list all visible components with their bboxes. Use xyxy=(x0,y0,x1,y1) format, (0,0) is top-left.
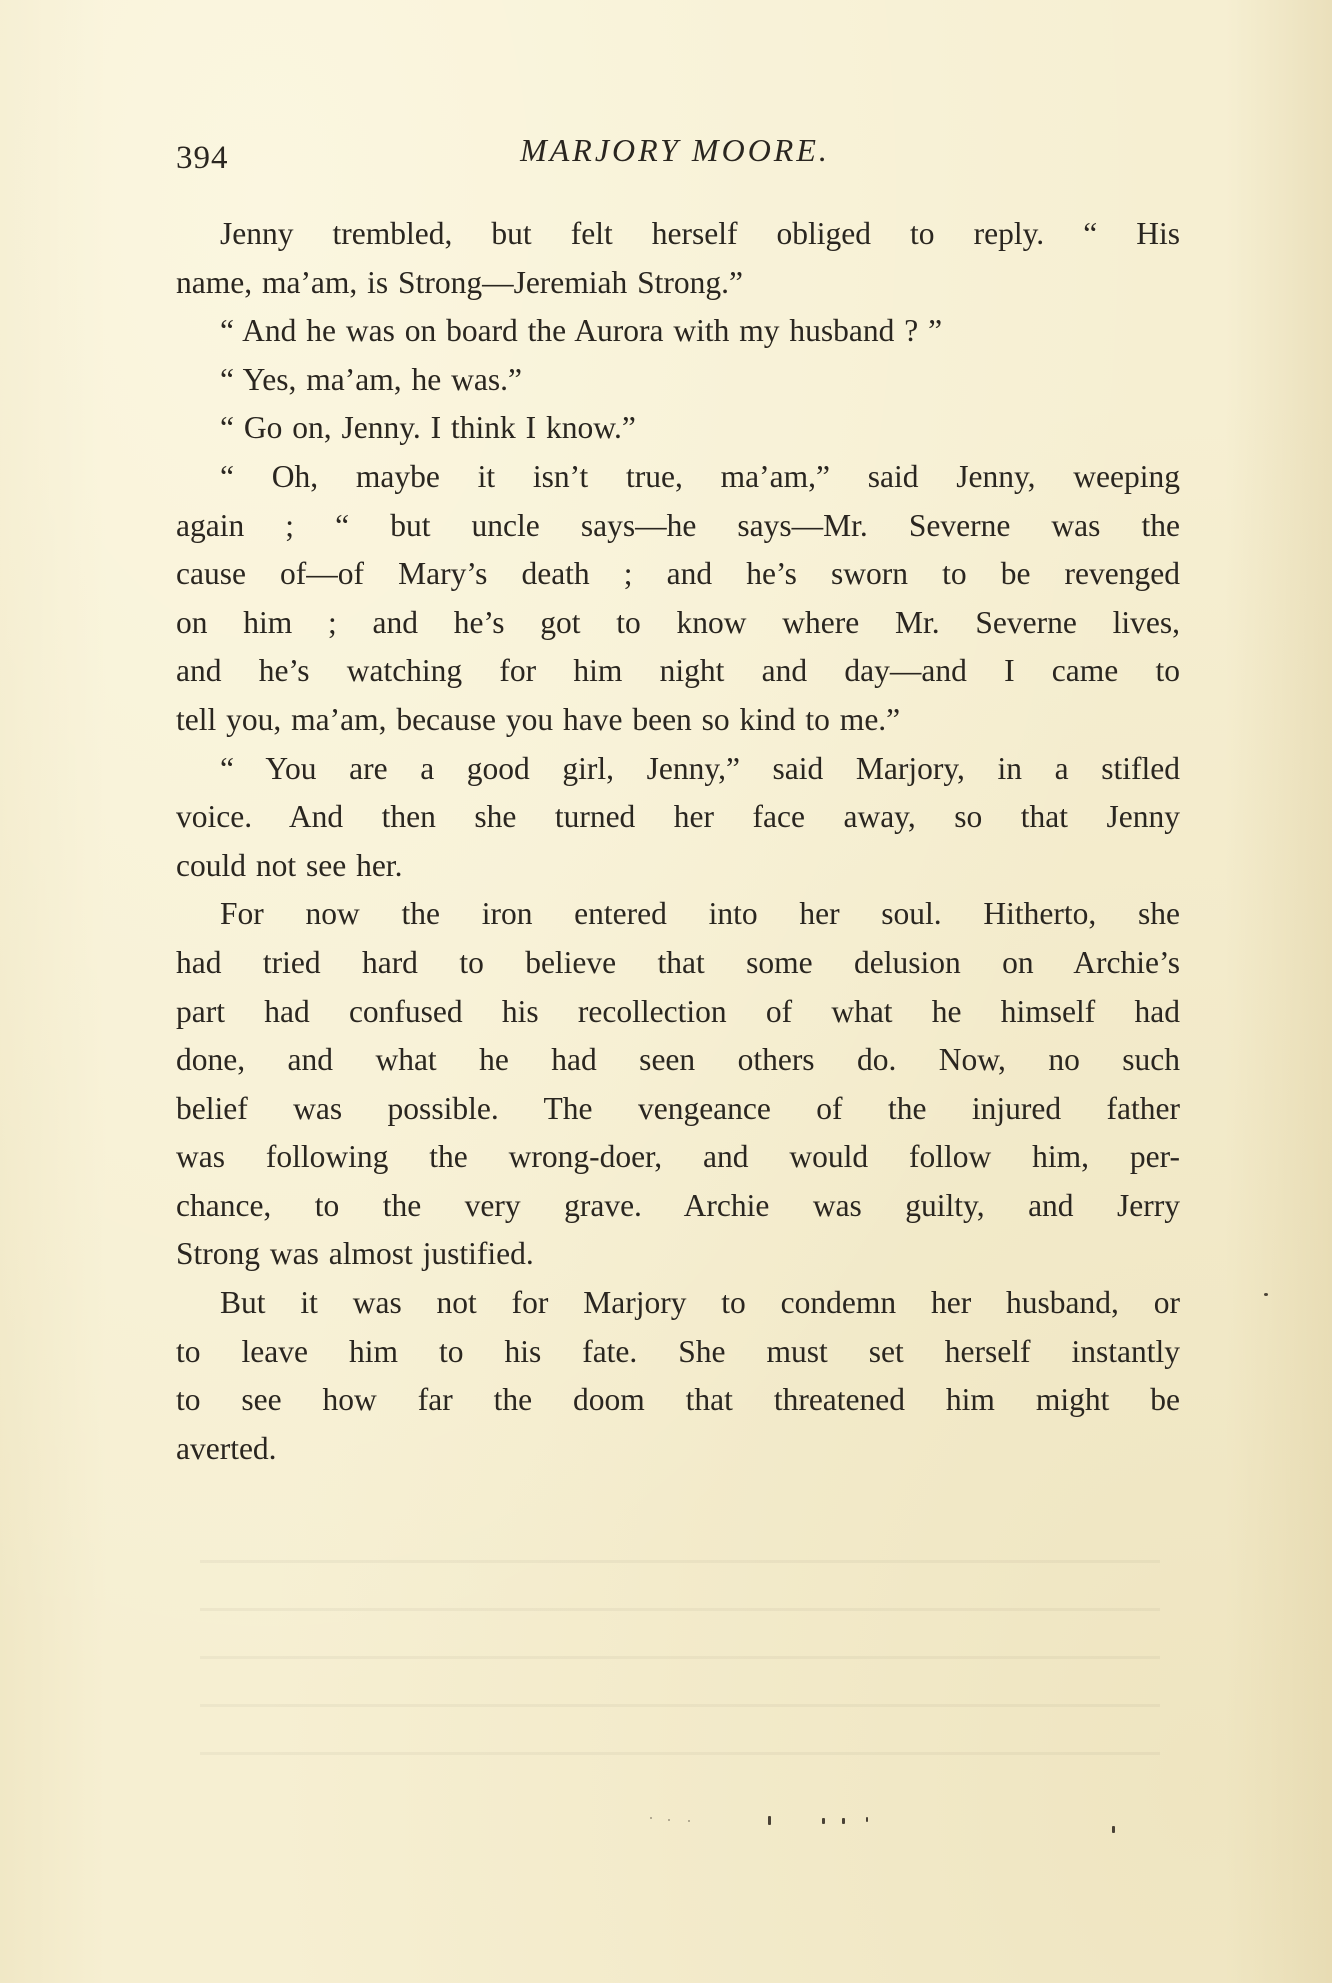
text-line: name, ma’am, is Strong—Jeremiah Strong.” xyxy=(176,264,744,300)
text-line: done, and what he had seen others do. Now, no such xyxy=(176,1042,1180,1078)
text-line: tell you, ma’am, because you have been so kind to me.” xyxy=(176,701,901,737)
page-number: 394 xyxy=(176,140,229,176)
text-line: “ And he was on board the Aurora with my husband ? ” xyxy=(220,313,943,349)
text-line: averted. xyxy=(176,1430,277,1466)
text-line: “ Oh, maybe it isn’t true, ma’am,” said Jenny, weeping xyxy=(220,458,1180,494)
text-line: “ You are a good girl, Jenny,” said Marjory, in a stifled xyxy=(220,750,1180,786)
text-line: chance, to the very grave. Archie was guilty, and Jerry xyxy=(176,1187,1180,1223)
text-line: Strong was almost justified. xyxy=(176,1236,534,1272)
paper-speck xyxy=(668,1819,670,1821)
text-line: was following the wrong-doer, and would follow him, per- xyxy=(176,1139,1180,1175)
text-line: But it was not for Marjory to condemn her husband, or xyxy=(220,1285,1180,1321)
paper-speck xyxy=(768,1816,771,1825)
text-line: and he’s watching for him night and day—and I came to xyxy=(176,653,1180,689)
text-line: on him ; and he’s got to know where Mr. Severne lives, xyxy=(176,604,1180,640)
paper-speck xyxy=(1112,1826,1115,1833)
text-line: For now the iron entered into her soul. Hitherto, she xyxy=(220,896,1180,932)
text-line: cause of—of Mary’s death ; and he’s sworn to be revenged xyxy=(176,556,1180,592)
running-head xyxy=(176,132,1174,182)
text-line: Jenny trembled, but felt herself obliged to reply. “ His xyxy=(220,216,1180,251)
text-line: belief was possible. The vengeance of the injured father xyxy=(176,1090,1180,1126)
text-line: again ; “ but uncle says—he says—Mr. Severne was the xyxy=(176,507,1180,543)
text-line: could not see her. xyxy=(176,847,403,883)
text-line: to leave him to his fate. She must set herself instantly xyxy=(176,1333,1180,1369)
paper-speck xyxy=(842,1818,845,1824)
paper-speck xyxy=(1264,1293,1268,1296)
running-title: MARJORY MOORE. xyxy=(520,132,830,168)
body-text xyxy=(176,210,1180,1473)
show-through-text xyxy=(200,1560,1160,1780)
text-line: part had confused his recollection of what he himself had xyxy=(176,993,1180,1029)
paper-speck xyxy=(866,1817,868,1822)
text-line: to see how far the doom that threatened him might be xyxy=(176,1382,1180,1418)
paper-speck xyxy=(688,1820,690,1822)
text-line: had tried hard to believe that some delusion on Archie’s xyxy=(176,944,1180,980)
paper-speck xyxy=(650,1817,652,1819)
paper-speck xyxy=(822,1818,825,1824)
text-line: “ Yes, ma’am, he was.” xyxy=(220,361,522,397)
text-line: voice. And then she turned her face away, so that Jenny xyxy=(176,799,1180,835)
text-line: “ Go on, Jenny. I think I know.” xyxy=(220,410,636,446)
